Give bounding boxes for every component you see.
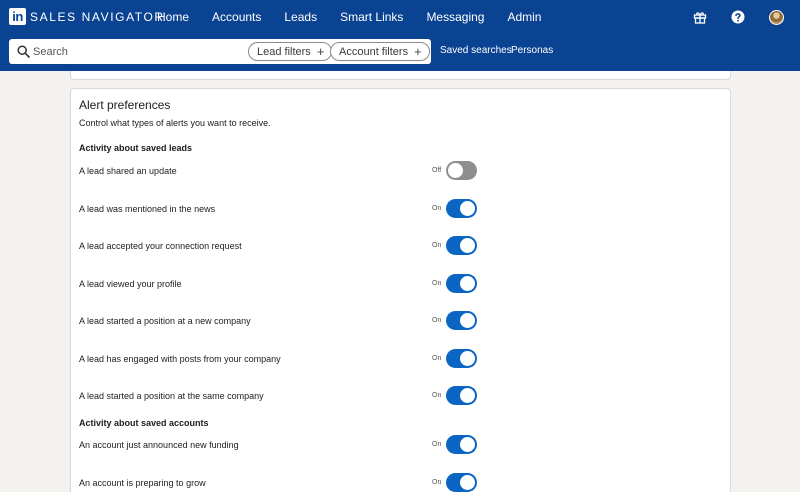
toggle-knob [448,163,463,178]
alert-row [79,165,479,185]
toggle-state-label: On [432,392,442,399]
alert-row [79,439,479,459]
accounts-section-heading: Activity about saved accounts [79,418,209,428]
alert-row [79,315,479,335]
leads-section-heading: Activity about saved leads [79,143,193,153]
search-icon [17,45,30,58]
alert-label: A lead shared an update [79,166,177,176]
gift-icon[interactable] [692,9,708,25]
alert-toggle[interactable] [446,311,477,330]
alert-toggle[interactable] [446,199,477,218]
alert-toggle[interactable] [446,161,477,180]
nav-link-admin[interactable]: Admin [507,10,542,24]
toggle-knob [460,276,475,291]
search-box [9,39,431,64]
alert-label: A lead started a position at a new company [79,316,251,326]
alert-row [79,353,479,373]
toggle-state-label: On [432,242,442,249]
search-input[interactable] [33,42,233,61]
toggle-state-label: On [432,205,442,212]
toggle-knob [460,238,475,253]
alert-row [79,477,479,492]
toggle-state-label: Off [432,167,442,174]
plus-icon: + [316,44,325,59]
card-subtitle: Control what types of alerts you want to receive. [79,118,271,128]
nav-link-home[interactable]: Home [157,10,190,24]
previous-card [70,71,731,80]
account-filters-label: Account filters [339,45,409,58]
toggle-knob [460,475,475,490]
toggle-state-label: On [432,479,442,486]
toggle-knob [460,351,475,366]
toggle-knob [460,201,475,216]
alert-row [79,278,479,298]
alert-row [79,240,479,260]
alert-toggle[interactable] [446,236,477,255]
nav-link-smart-links[interactable]: Smart Links [340,10,404,24]
alert-toggle[interactable] [446,349,477,368]
alert-preferences-card [70,88,731,492]
lead-filters-button[interactable] [248,42,332,61]
search-bar-band [0,34,800,71]
alert-label: A lead viewed your profile [79,279,182,289]
toggle-knob [460,388,475,403]
personas-link[interactable]: Personas [511,45,554,56]
plus-icon: + [414,44,422,59]
alert-toggle[interactable] [446,435,477,454]
nav-links [157,0,564,34]
saved-searches-link[interactable]: Saved searches [440,45,512,56]
toggle-state-label: On [432,355,442,362]
nav-icons [670,0,784,34]
toggle-knob [460,437,475,452]
nav-link-messaging[interactable]: Messaging [426,10,485,24]
account-filters-button[interactable] [330,42,430,61]
alert-row [79,390,479,410]
alert-label: An account just announced new funding [79,440,239,450]
toggle-state-label: On [432,280,442,287]
top-nav [0,0,800,34]
toggle-state-label: On [432,441,442,448]
alert-toggle[interactable] [446,274,477,293]
alert-toggle[interactable] [446,386,477,405]
alert-label: A lead started a position at the same company [79,391,264,401]
nav-link-leads[interactable]: Leads [284,10,318,24]
alert-label: A lead has engaged with posts from your company [79,354,281,364]
card-title: Alert preferences [79,98,171,112]
linkedin-logo[interactable]: in [9,8,26,25]
lead-filters-label: Lead filters [257,45,311,58]
nav-link-accounts[interactable]: Accounts [212,10,262,24]
toggle-state-label: On [432,317,442,324]
alert-label: A lead accepted your connection request [79,241,242,251]
alert-toggle[interactable] [446,473,477,492]
alert-row [79,203,479,223]
help-icon[interactable] [730,9,746,25]
alert-label: An account is preparing to grow [79,478,206,488]
toggle-knob [460,313,475,328]
brand-name: SALES NAVIGATOR [30,10,165,24]
avatar[interactable] [768,9,784,25]
alert-label: A lead was mentioned in the news [79,204,216,214]
